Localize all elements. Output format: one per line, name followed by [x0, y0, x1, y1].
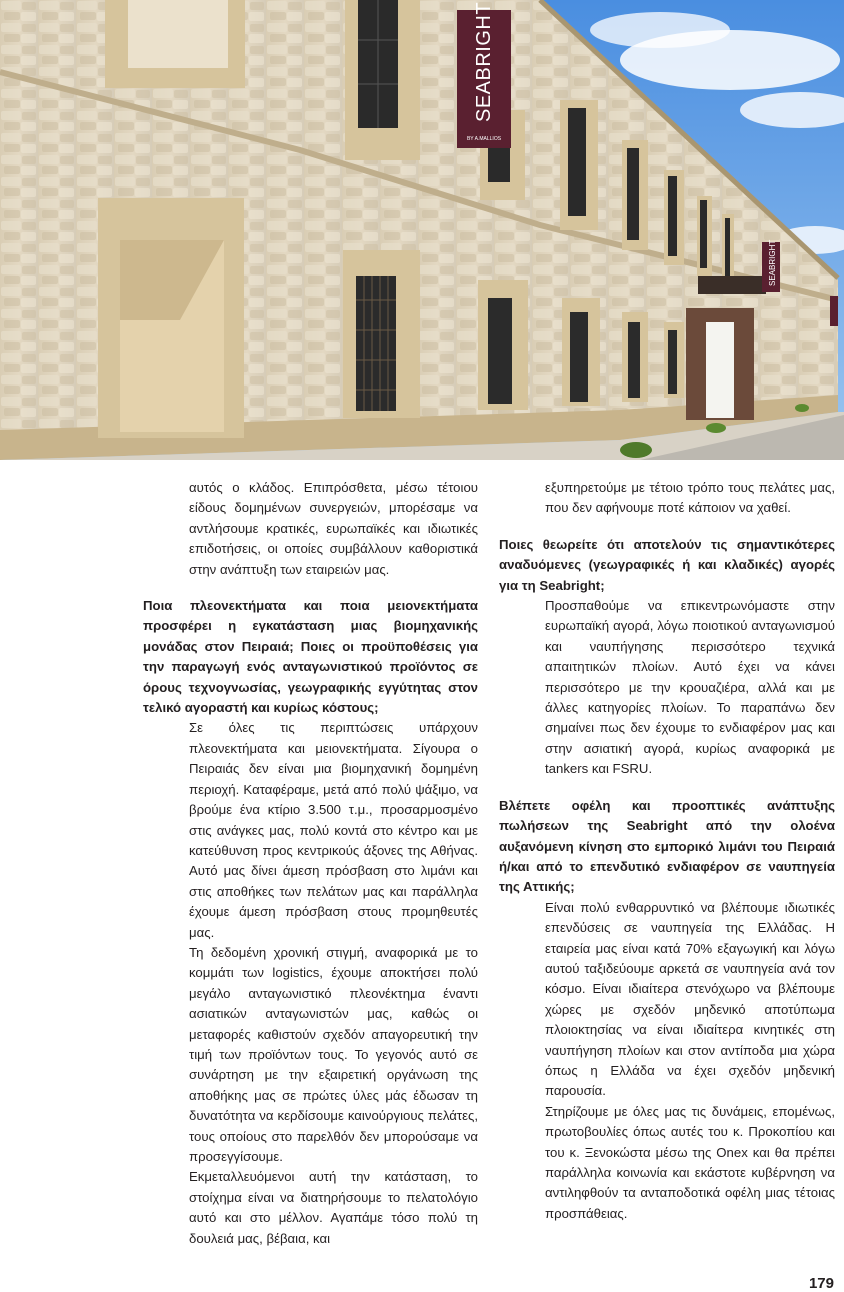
right-column — [499, 478, 835, 1224]
seabright-sign — [457, 2, 511, 148]
paragraph: Είναι πολύ ενθαρρυντικό να βλέπουμε ιδιωτικές επενδύσεις σε ναυπηγεία της Ελλάδας. Η εταιρεία μας είναι κατά 70% εξαγωγική και λόγω αυτού ταξιδεύουμε αρκετά σε ναυπηγεία ανά τον κόσμο. Είναι ιδιαίτερα στενόχωρο να βλέπουμε χώρες με σχεδόν μηδενικό αποτύπωμα πλοιοκτησίας να είναι ιδιαίτερα κινητικές στη ναυπήγηση πλοίων και στον αντίποδα μια χώρα όπως η Ελλάδα να έχει σχεδόν μηδενική παρουσία. — [545, 899, 835, 1099]
page-number: 179 — [808, 1275, 834, 1292]
seabright-sign-small — [762, 240, 780, 292]
building-photo — [0, 0, 844, 460]
sign-brand-text: SEABRIGHT — [473, 1, 495, 122]
question-heading: Βλέπετε οφέλη και προοπτικές ανάπτυξης πωλήσεων της Seabright από την ολοένα αυξανόμενη κίνηση στο εμπορικό λιμάνι του Πειραιά ή/και από το επενδυτικό ενδιαφέρον σε ναυπηγεία της Αττικής; — [499, 797, 835, 895]
paragraph: Στηρίζουμε με όλες μας τις δυνάμεις, επομένως, πρωτοβουλίες όπως αυτές του κ. Προκοπίου και του κ. Ξενοκώστα μέσω της Onex και θα πρέπει παράλληλα κοινωνία και εκάστοτε κυβέρνηση να αντιληφθούν τα ανταποδοτικά οφέλη μιας τέτοιας προσπάθειας. — [545, 1103, 835, 1221]
sign-byline-text: BY A.MALLIOS — [466, 136, 502, 142]
paragraph: Τη δεδομένη χρονική στιγμή, αναφορικά με το κομμάτι των logistics, έχουμε αποκτήσει πολύ μεγάλο ανταγωνιστικό πλεονέκτημα έναντι ασιατικών ανταγωνιστών μας, καθώς οι μεταφορές καθιστούν σχεδόν απαγορευτική την τιμή των προϊόντων τους. Το γεγονός αυτό σε συνάρτηση με την εξαιρετική οργάνωση της αποθήκης μας σε πρώτες ύλες μάς έδωσαν τη δυνατότητα να κερδίσουμε καινούργιους πελάτες, τους οποίους στο παρελθόν δεν μπορούσαμε να προσεγγίσουμε. — [189, 944, 478, 1164]
sign-brand-small-text: SEABRIGHT — [768, 239, 777, 286]
paragraph: αυτός ο κλάδος. Επιπρόσθετα, μέσω τέτοιου είδους δομημένων συνεργειών, μπορέσαμε να αντλήσουμε κρατικές, ευρωπαϊκές και ιδιωτικές επιδοτήσεις, οι οποίες συμβάλλουν καθοριστικά στην ανάπτυξη των εταιρειών μας. — [189, 480, 478, 577]
paragraph: εξυπηρετούμε με τέτοιο τρόπο τους πελάτες μας, που δεν αφήνουμε ποτέ κάποιον να χαθεί. — [545, 480, 835, 516]
question-heading: Ποια πλεονεκτήματα και ποια μειονεκτήματα προσφέρει η εγκατάσταση μιας βιομηχανικής μονάδας στον Πειραιά; Ποιες οι προϋποθέσεις για την παραγωγή ενός ανταγωνιστικού προϊόντος σε όρους τεχνογνωσίας, γεωγραφικής εγγύτητας στον τελικό αγοραστή και κυρίως κόστους; — [143, 598, 478, 716]
left-column — [143, 478, 478, 1249]
paragraph: Σε όλες τις περιπτώσεις υπάρχουν πλεονεκτήματα και μειονεκτήματα. Σίγουρα ο Πειραιάς δεν είναι μια βιομηχανική δομημένη περιοχή. Καταφέραμε, μετά από πολύ ψάξιμο, να βρούμε ένα κτίριο 3.500 τ.μ., προσαρμοσμένο στις ανάγκες μας, πολύ κοντά στο κέντρο και με κατεύθυνση προς κεντρικούς άξονες της Αθήνας. Αυτό μας δίνει άμεση πρόσβαση στο λιμάνι και στις αποθήκες των πελάτων μας και παράλληλα έχουμε άμεση πρόσβαση στους προμηθευτές μας. — [189, 720, 478, 940]
paragraph: Προσπαθούμε να επικεντρωνόμαστε στην ευρωπαϊκή αγορά, λόγω ποιοτικού ανταγωνισμού και ναυπήγησης περισσότερο τεχνικά απαιτητικών πλοίων. Αυτό έχει να κάνει περισσότερο με την κρουαζιέρα, αλλά και με άλλες κατηγορίες πλοίων. Το παραπάνω δεν σημαίνει πως δεν έχουμε το ενδιαφέρον μας και στην ασιατική αγορά, κυρίως αναφορικά με tankers και FSRU. — [545, 598, 835, 777]
paragraph: Εκμεταλλευόμενοι αυτή την κατάσταση, το στοίχημα είναι να διατηρήσουμε το πελατολόγιο αυτό και στο μέλλον. Αγαπάμε τόσο πολύ τη δουλειά μας, βέβαια, και — [189, 1169, 478, 1246]
question-heading: Ποιες θεωρείτε ότι αποτελούν τις σημαντικότερες αναδυόμενες (γεωγραφικές ή και κλαδικές) αγορές για τη Seabright; — [499, 536, 835, 593]
